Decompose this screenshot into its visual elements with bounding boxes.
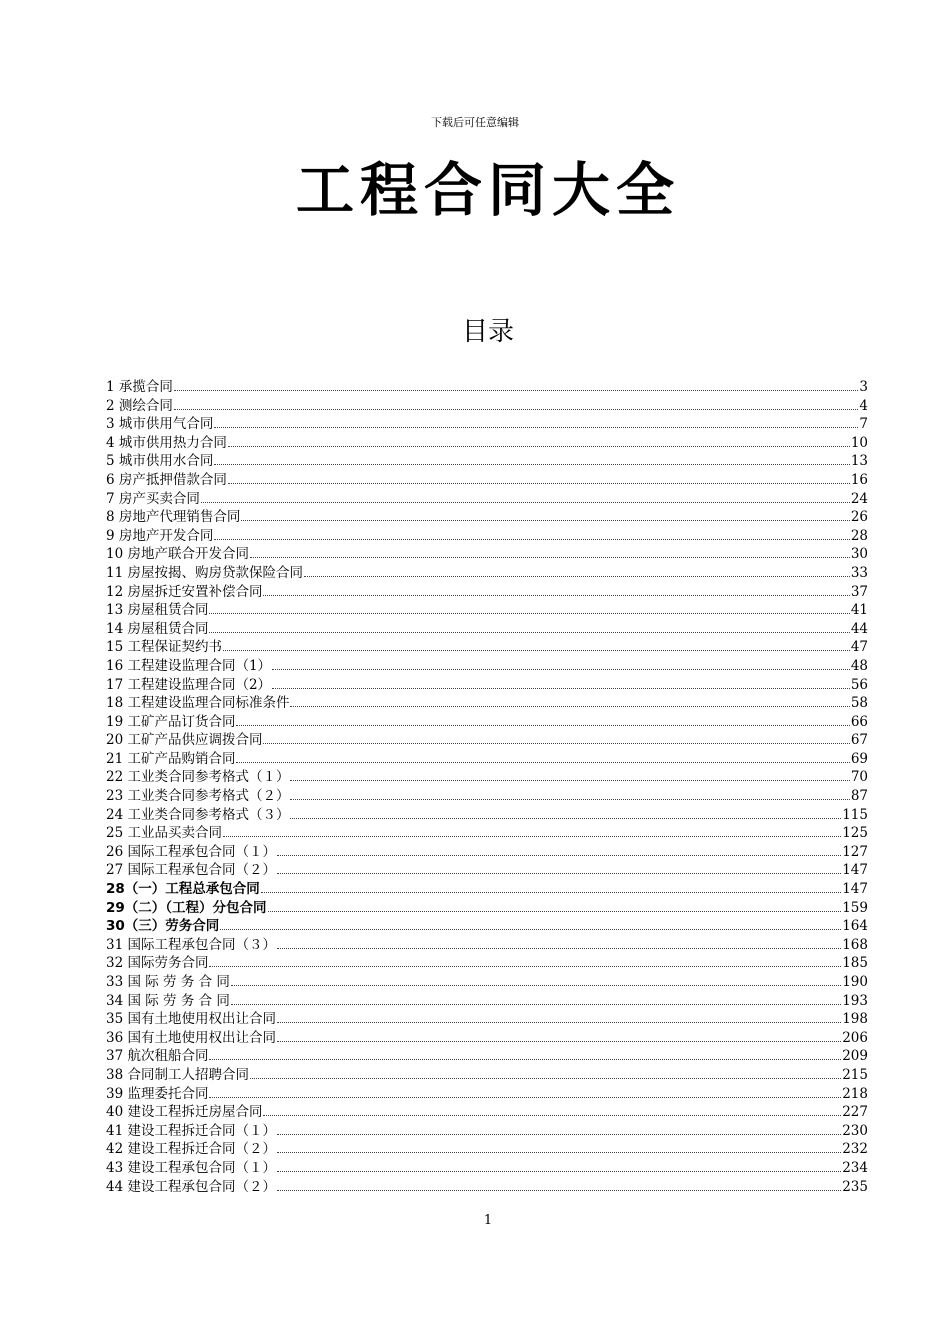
toc-dot-leader bbox=[277, 861, 841, 874]
toc-dot-leader bbox=[272, 676, 850, 689]
toc-dot-leader bbox=[214, 452, 849, 465]
toc-entry-page: 209 bbox=[842, 1048, 868, 1065]
toc-entry-label: 13 房屋租赁合同 bbox=[106, 602, 209, 619]
toc-entry[interactable] bbox=[106, 1047, 868, 1066]
toc-entry-page: 16 bbox=[850, 471, 868, 488]
toc-entry-page: 230 bbox=[842, 1122, 868, 1139]
toc-entry[interactable] bbox=[106, 1029, 868, 1048]
toc-entry[interactable] bbox=[106, 713, 868, 732]
toc-dot-leader bbox=[241, 508, 849, 521]
toc-entry[interactable] bbox=[106, 917, 868, 936]
toc-entry-page: 235 bbox=[842, 1178, 868, 1195]
toc-entry[interactable] bbox=[106, 768, 868, 787]
toc-dot-leader bbox=[263, 1103, 841, 1116]
toc-dot-leader bbox=[277, 1159, 841, 1172]
toc-entry[interactable] bbox=[106, 806, 868, 825]
toc-entry-label: 11 房屋按揭、购房贷款保险合同 bbox=[106, 564, 303, 581]
toc-entry[interactable] bbox=[106, 527, 868, 546]
toc-entry[interactable] bbox=[106, 973, 868, 992]
toc-dot-leader bbox=[277, 1010, 841, 1023]
toc-entry-page: 147 bbox=[842, 881, 868, 898]
toc-dot-leader bbox=[220, 917, 841, 930]
toc-entry-label: 22 工业类合同参考格式（１） bbox=[106, 769, 290, 786]
toc-entry[interactable] bbox=[106, 1103, 868, 1122]
toc-dot-leader bbox=[277, 936, 841, 949]
toc-entry-label: 42 建设工程拆迁合同（２） bbox=[106, 1141, 276, 1158]
toc-entry-page: 24 bbox=[850, 490, 868, 507]
toc-dot-leader bbox=[201, 490, 850, 503]
toc-entry-page: 30 bbox=[850, 546, 868, 563]
toc-entry-page: 4 bbox=[859, 397, 868, 414]
page-number: 1 bbox=[483, 1213, 493, 1228]
toc-entry[interactable] bbox=[106, 620, 868, 639]
toc-entry-label: 29（二）（工程）分包合同 bbox=[106, 899, 267, 916]
toc-dot-leader bbox=[277, 843, 841, 856]
toc-entry-page: 13 bbox=[850, 453, 868, 470]
toc-entry[interactable] bbox=[106, 1178, 868, 1197]
toc-entry-label: 43 建设工程承包合同（１） bbox=[106, 1159, 276, 1176]
toc-dot-leader bbox=[228, 471, 850, 484]
toc-entry[interactable] bbox=[106, 434, 868, 453]
toc-dot-leader bbox=[231, 992, 841, 1005]
toc-entry[interactable] bbox=[106, 676, 868, 695]
toc-entry-label: 33 国 际 劳 务 合 同 bbox=[106, 974, 230, 990]
toc-entry[interactable] bbox=[106, 936, 868, 955]
toc-dot-leader bbox=[290, 768, 849, 781]
toc-entry-page: 190 bbox=[842, 974, 868, 990]
toc-entry-label: 12 房屋拆迁安置补偿合同 bbox=[106, 583, 263, 600]
toc-entry-label: 37 航次租船合同 bbox=[106, 1048, 209, 1065]
toc-entry-label: 36 国有土地使用权出让合同 bbox=[106, 1029, 276, 1046]
toc-entry-page: 10 bbox=[850, 434, 868, 451]
toc-dot-leader bbox=[304, 564, 850, 577]
toc-entry[interactable] bbox=[106, 1122, 868, 1141]
toc-entry[interactable] bbox=[106, 787, 868, 806]
toc-dot-leader bbox=[250, 545, 850, 558]
toc-entry-label: 14 房屋租赁合同 bbox=[106, 620, 209, 637]
toc-dot-leader bbox=[223, 824, 841, 837]
toc-entry-page: 125 bbox=[842, 825, 868, 842]
toc-entry[interactable] bbox=[106, 750, 868, 769]
toc-entry-page: 115 bbox=[842, 806, 868, 823]
toc-dot-leader bbox=[236, 750, 849, 763]
toc-entry[interactable] bbox=[106, 657, 868, 676]
toc-entry-page: 206 bbox=[842, 1029, 868, 1046]
toc-entry-page: 218 bbox=[842, 1085, 868, 1102]
toc-dot-leader bbox=[290, 787, 849, 800]
toc-entry-page: 44 bbox=[850, 620, 868, 637]
toc-dot-leader bbox=[214, 527, 849, 540]
toc-entry[interactable] bbox=[106, 1010, 868, 1029]
toc-entry-label: 21 工矿产品购销合同 bbox=[106, 750, 236, 767]
toc-entry-page: 232 bbox=[842, 1141, 868, 1158]
toc-entry-label: 34 国 际 劳 务 合 同 bbox=[106, 992, 230, 1009]
toc-entry[interactable] bbox=[106, 545, 868, 564]
toc-entry[interactable] bbox=[106, 899, 868, 918]
toc-entry[interactable] bbox=[106, 861, 868, 880]
toc-dot-leader bbox=[277, 1122, 841, 1135]
toc-dot-leader bbox=[263, 731, 849, 744]
toc-entry-page: 28 bbox=[850, 527, 868, 544]
toc-entry-label: 16 工程建设监理合同（1） bbox=[106, 657, 272, 674]
toc-entry[interactable] bbox=[106, 508, 868, 527]
toc-entry-label: 38 合同制工人招聘合同 bbox=[106, 1066, 249, 1083]
toc-dot-leader bbox=[277, 1140, 841, 1153]
toc-entry-page: 127 bbox=[842, 843, 868, 860]
toc-entry-label: 35 国有土地使用权出让合同 bbox=[106, 1011, 276, 1028]
toc-entry-label: 2 测绘合同 bbox=[106, 397, 173, 414]
toc-entry[interactable] bbox=[106, 843, 868, 862]
toc-entry[interactable] bbox=[106, 638, 868, 657]
toc-entry[interactable] bbox=[106, 601, 868, 620]
toc-entry[interactable] bbox=[106, 378, 868, 397]
toc-dot-leader bbox=[228, 434, 850, 447]
toc-entry-label: 20 工矿产品供应调拨合同 bbox=[106, 732, 263, 749]
toc-dot-leader bbox=[231, 973, 841, 986]
toc-dot-leader bbox=[250, 1066, 841, 1079]
toc-entry-label: 25 工业品买卖合同 bbox=[106, 825, 222, 842]
document-title: 工程合同大全 bbox=[295, 156, 680, 224]
toc-dot-leader bbox=[223, 638, 850, 651]
toc-entry-label: 23 工业类合同参考格式（２） bbox=[106, 788, 290, 805]
toc-entry[interactable] bbox=[106, 471, 868, 490]
toc-dot-leader bbox=[277, 1178, 841, 1191]
toc-entry-label: 15 工程保证契约书 bbox=[106, 639, 222, 656]
toc-dot-leader bbox=[209, 601, 849, 614]
toc-dot-leader bbox=[174, 378, 859, 391]
toc-entry-page: 66 bbox=[850, 713, 868, 730]
toc-entry-page: 198 bbox=[842, 1011, 868, 1028]
toc-entry-page: 159 bbox=[842, 899, 868, 916]
toc-entry-page: 215 bbox=[842, 1066, 868, 1083]
toc-entry-label: 9 房地产开发合同 bbox=[106, 527, 214, 544]
toc-entry-page: 185 bbox=[842, 955, 868, 972]
toc-entry-page: 56 bbox=[850, 676, 868, 693]
toc-entry-page: 7 bbox=[859, 416, 868, 433]
toc-entry-page: 58 bbox=[850, 695, 868, 712]
toc-entry-label: 26 国际工程承包合同（１） bbox=[106, 843, 276, 860]
toc-entry-label: 8 房地产代理销售合同 bbox=[106, 509, 241, 526]
toc-entry[interactable] bbox=[106, 731, 868, 750]
toc-entry-label: 10 房地产联合开发合同 bbox=[106, 546, 249, 563]
toc-entry-label: 4 城市供用热力合同 bbox=[106, 434, 227, 451]
toc-entry-page: 227 bbox=[842, 1104, 868, 1121]
toc-entry[interactable] bbox=[106, 1085, 868, 1104]
toc-dot-leader bbox=[272, 657, 850, 670]
toc-entry-page: 48 bbox=[850, 657, 868, 674]
toc-entry[interactable] bbox=[106, 397, 868, 416]
toc-entry[interactable] bbox=[106, 452, 868, 471]
toc-entry-page: 193 bbox=[842, 992, 868, 1009]
toc-dot-leader bbox=[236, 713, 849, 726]
toc-entry[interactable] bbox=[106, 490, 868, 509]
toc-dot-leader bbox=[290, 694, 849, 707]
toc-entry-page: 70 bbox=[850, 769, 868, 786]
toc-entry-label: 44 建设工程承包合同（２） bbox=[106, 1178, 276, 1195]
toc-dot-leader bbox=[261, 880, 841, 893]
toc-entry-page: 168 bbox=[842, 936, 868, 953]
toc-entry-page: 234 bbox=[842, 1159, 868, 1176]
toc-entry-label: 30（三）劳务合同 bbox=[106, 918, 220, 935]
toc-entry-label: 5 城市供用水合同 bbox=[106, 453, 214, 470]
toc-entry-page: 67 bbox=[850, 732, 868, 749]
toc-entry[interactable] bbox=[106, 1140, 868, 1159]
toc-entry-label: 7 房产买卖合同 bbox=[106, 490, 200, 507]
toc-entry-page: 26 bbox=[850, 509, 868, 526]
toc-entry[interactable] bbox=[106, 1066, 868, 1085]
toc-dot-leader bbox=[214, 415, 858, 428]
toc-entry[interactable] bbox=[106, 954, 868, 973]
toc-dot-leader bbox=[174, 397, 859, 410]
toc-entry-label: 28（一）工程总承包合同 bbox=[106, 881, 260, 898]
toc-entry-label: 3 城市供用气合同 bbox=[106, 416, 214, 433]
toc-entry[interactable] bbox=[106, 415, 868, 434]
toc-entry-label: 39 监理委托合同 bbox=[106, 1085, 209, 1102]
toc-entry-page: 47 bbox=[850, 639, 868, 656]
toc-entry-page: 3 bbox=[859, 379, 868, 395]
toc-entry-label: 1 承揽合同 bbox=[106, 379, 173, 395]
toc-entry[interactable] bbox=[106, 1159, 868, 1178]
toc-entry[interactable] bbox=[106, 824, 868, 843]
toc-entry-page: 69 bbox=[850, 750, 868, 767]
toc-dot-leader bbox=[209, 954, 841, 967]
toc-entry-label: 18 工程建设监理合同标准条件 bbox=[106, 695, 290, 712]
toc-entry-page: 164 bbox=[842, 918, 868, 935]
toc-entry-page: 41 bbox=[850, 602, 868, 619]
toc-entry[interactable] bbox=[106, 583, 868, 602]
toc-entry[interactable] bbox=[106, 694, 868, 713]
toc-entry[interactable] bbox=[106, 564, 868, 583]
header-note: 下载后可任意编辑 bbox=[431, 116, 519, 129]
toc-entry-page: 147 bbox=[842, 862, 868, 879]
toc-entry-page: 37 bbox=[850, 583, 868, 600]
toc-dot-leader bbox=[209, 1085, 841, 1098]
toc-entry-label: 24 工业类合同参考格式（３） bbox=[106, 806, 290, 823]
toc-entry-label: 6 房产抵押借款合同 bbox=[106, 471, 227, 488]
toc-entry-label: 31 国际工程承包合同（３） bbox=[106, 936, 276, 953]
toc-dot-leader bbox=[209, 620, 849, 633]
toc-entry-page: 87 bbox=[850, 788, 868, 805]
table-of-contents bbox=[106, 378, 868, 1196]
toc-entry[interactable] bbox=[106, 880, 868, 899]
toc-heading: 目录 bbox=[461, 317, 514, 347]
toc-entry-label: 40 建设工程拆迁房屋合同 bbox=[106, 1104, 263, 1121]
toc-dot-leader bbox=[263, 583, 849, 596]
toc-entry-label: 27 国际工程承包合同（２） bbox=[106, 862, 276, 879]
toc-entry-label: 17 工程建设监理合同（2） bbox=[106, 676, 272, 693]
toc-dot-leader bbox=[268, 899, 842, 912]
toc-dot-leader bbox=[290, 806, 841, 819]
toc-entry-page: 33 bbox=[850, 564, 868, 581]
toc-entry-label: 32 国际劳务合同 bbox=[106, 955, 209, 972]
toc-entry[interactable] bbox=[106, 992, 868, 1011]
toc-dot-leader bbox=[277, 1029, 841, 1042]
toc-entry-label: 19 工矿产品订货合同 bbox=[106, 713, 236, 730]
toc-dot-leader bbox=[209, 1047, 841, 1060]
toc-entry-label: 41 建设工程拆迁合同（１） bbox=[106, 1122, 276, 1139]
